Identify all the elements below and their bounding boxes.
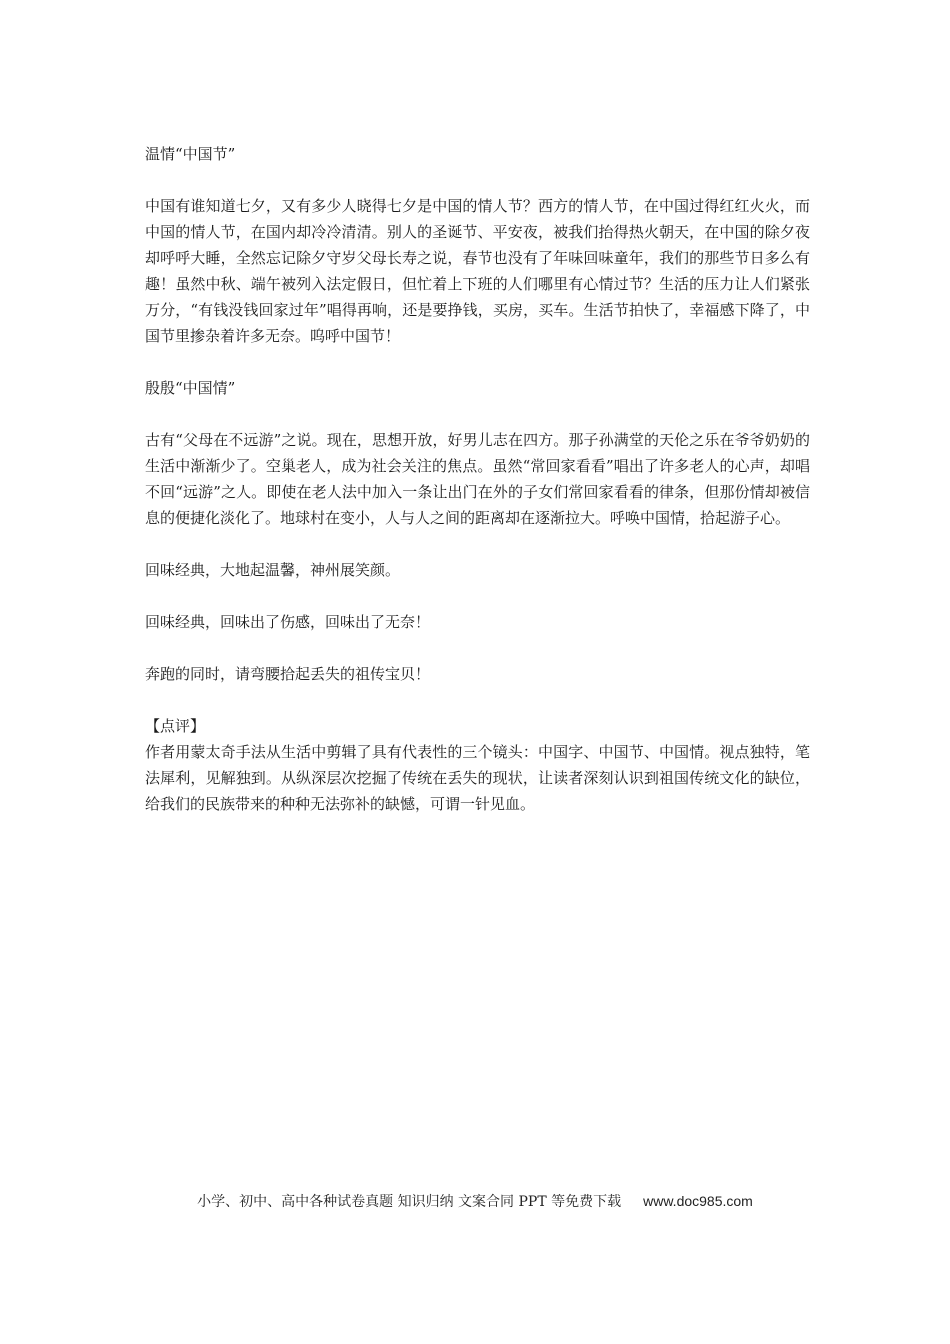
paragraph-festival: 中国有谁知道七夕，又有多少人晓得七夕是中国的情人节？西方的情人节，在中国过得红红火火，而中国的情人节，在国内却冷冷清清。别人的圣诞节、平安夜，被我们抬得热火朝天，在中国的除夕夜却呼呼大睡，全然忘记除夕守岁父母长寿之说，春节也没有了年味回味童年，我们的那些节日多么有趣！虽然中秋、端午被列入法定假日，但忙着上下班的人们哪里有心情过节？生活的压力让人们紧张万分，“有钱没钱回家过年”唱得再响，还是要挣钱，买房，买车。生活节拍快了，幸福感下降了，中国节里掺杂着许多无奈。呜呼中国节！ bbox=[145, 197, 810, 345]
line-classic-1: 回味经典，大地起温馨，神州展笑颜。 bbox=[145, 561, 401, 579]
document-body bbox=[145, 141, 810, 817]
footer-url[interactable]: www.doc985.com bbox=[643, 1193, 753, 1209]
paragraph-feeling: 古有“父母在不远游”之说。现在，思想开放，好男儿志在四方。那子孙满堂的天伦之乐在爷爷奶奶的生活中渐渐少了。空巢老人，成为社会关注的焦点。虽然“常回家看看”唱出了许多老人的心声，却唱不回“远游”之人。即使在老人法中加入一条让出门在外的子女们常回家看看的律条，但那份情却被信息的便捷化淡化了。地球村在变小，人与人之间的距离却在逐渐拉大。呼唤中国情，拾起游子心。 bbox=[145, 431, 810, 527]
paragraph-gap bbox=[145, 635, 810, 661]
paragraph-gap bbox=[145, 531, 810, 557]
line-run: 奔跑的同时，请弯腰拾起丢失的祖传宝贝！ bbox=[145, 665, 431, 683]
paragraph-gap bbox=[145, 349, 810, 375]
section-heading-festival: 温情“中国节” bbox=[145, 145, 236, 163]
page-footer bbox=[0, 1189, 950, 1214]
comment-label: 【点评】 bbox=[145, 717, 206, 735]
line-classic-2: 回味经典，回味出了伤感，回味出了无奈！ bbox=[145, 613, 431, 631]
paragraph-gap bbox=[145, 583, 810, 609]
paragraph-gap bbox=[145, 401, 810, 427]
paragraph-gap bbox=[145, 687, 810, 713]
section-heading-feeling: 殷殷“中国情” bbox=[145, 379, 236, 397]
footer-text: 小学、初中、高中各种试卷真题 知识归纳 文案合同 PPT 等免费下载 bbox=[197, 1194, 622, 1210]
comment-text: 作者用蒙太奇手法从生活中剪辑了具有代表性的三个镜头：中国字、中国节、中国情。视点独特，笔法犀利，见解独到。从纵深层次挖掘了传统在丢失的现状，让读者深刻认识到祖国传统文化的缺位，给我们的民族带来的种种无法弥补的缺憾，可谓一针见血。 bbox=[145, 743, 810, 813]
paragraph-gap bbox=[145, 167, 810, 193]
